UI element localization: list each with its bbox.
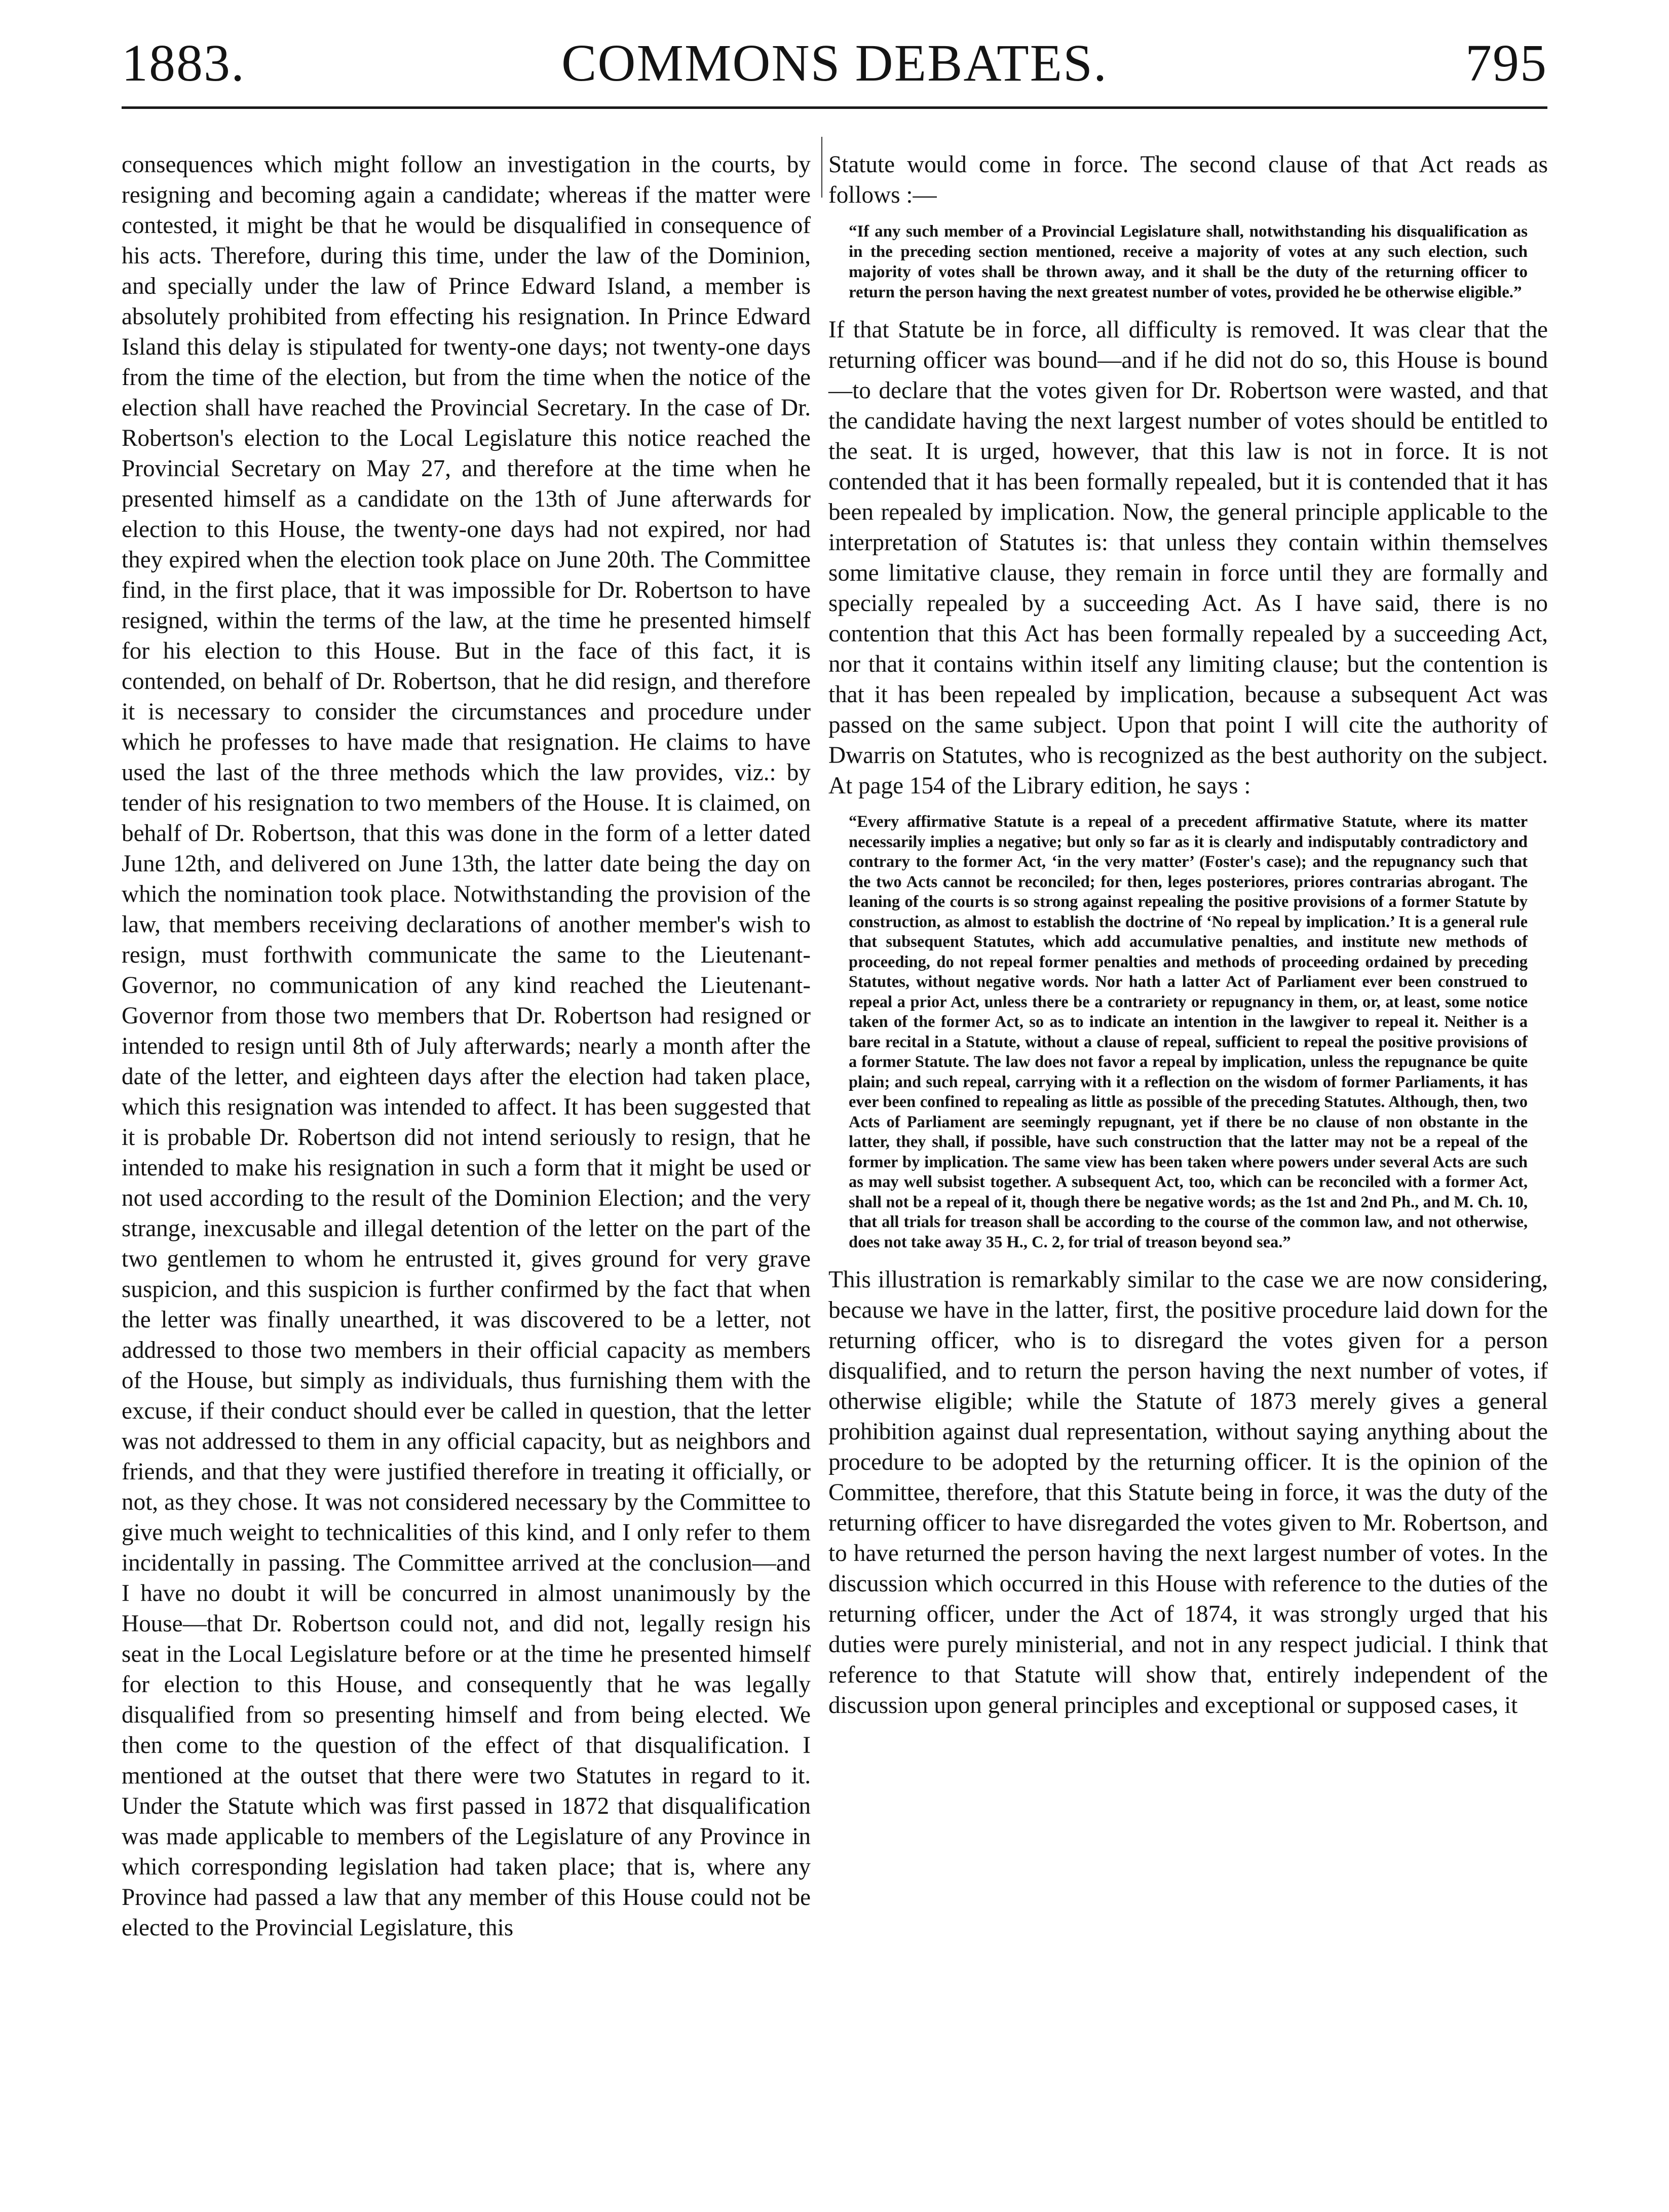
page-header [122,25,1547,109]
column-divider [821,137,822,198]
right-paragraph-2: If that Statute be in force, all difficulty is removed. It was clear that the returning officer was bound—and if he did not do so, this House is bound—to declare that the votes given for Dr. Robertson were wasted, and that the candidate having the next largest number of votes should be entitled to the seat. It is urged, however, that this law is not in force. It is not contended that it has been formally repealed, but it is contended that it has been repealed by implication. Now, the general principle applicable to the interpretation of Statutes is: that unless they contain within themselves some limitative clause, they remain in force until they are formally and specially repealed by a succeeding Act. As I have said, there is no contention that this Act has been formally repealed by a succeeding Act, nor that it contains within itself any limiting clause; but the contention is that it has been repealed by implication, because a subsequent Act was passed on the same subject. Upon that point I will cite the authority of Dwarris on Statutes, who is recognized as the best authority on the subject. At page 154 of the Library edition, he says : [828,317,1548,799]
left-column [122,149,811,1943]
right-paragraph-3: This illustration is remarkably similar to the case we are now considering, because we have in the latter, first, the positive procedure laid down for the returning officer, who is to disregard the votes given for a person disqualified, and to return the person having the next number of votes, if otherwise eligible; while the Statute of 1873 merely gives a general prohibition against dual representation, without saying anything about the procedure to be adopted by the returning officer. It is the opinion of the Committee, therefore, that this Statute being in force, it was the duty of the returning officer to have disregarded the votes given to Mr. Robertson, and to have returned the person having the next largest number of votes. In the discussion which occurred in this House with reference to the duties of the returning officer, under the Act of 1874, it was strongly urged that his duties were purely ministerial, and not in any respect judicial. I think that reference to that Statute will show that, entirely independent of the discussion upon general principles and exceptional or supposed cases, it [828,1267,1548,1719]
dwarris-quote: “Every affirmative Statute is a repeal of a precedent affirmative Statute, where its matter necessarily implies a negative; but only so far as it is clearly and indisputably contradictory and contrary to the former Act, ‘in the very matter’ (Foster's case); and the repugnancy such that the two Acts cannot be reconciled; for then, leges posteriores, priores contrarias abrogant. The leaning of the courts is so strong against repealing the positive provisions of a former Statute by construction, as almost to establish the doctrine of ‘No repeal by implication.’ It is a general rule that subsequent Statutes, which add accumulative penalties, and institute new methods of proceeding, do not repeal former penalties and methods of proceeding ordained by preceding Statutes, without negative words. Nor hath a latter Act of Parliament ever been construed to repeal a prior Act, unless there be a contrariety or repugnancy in them, or, at least, some notice taken of the former Act, so as to indicate an intention in the lawgiver to repeal it. Neither is a bare recital in a Statute, without a clause of repeal, sufficient to repeal the positive provisions of a former Statute. The law does not favor a repeal by implication, unless the repugnance be quite plain; and such repeal, carrying with it a reflection on the wisdom of former Parliaments, it has ever been confined to repealing as little as possible of the preceding Statutes. Although, then, two Acts of Parliament are seemingly repugnant, yet if there be no clause of non obstante in the latter, they shall, if possible, have such construction that the latter may not be a repeal of the former by implication. The same view has been taken where powers under several Acts are such as may well subsist together. A subsequent Act, too, which can be reconciled with a former Act, shall not be a repeal of it, though there be negative words; as the 1st and 2nd Ph., and M. Ch. 10, that all trials for treason shall be according to the course of the common law, and not otherwise, does not take away 35 H., C. 2, for trial of treason beyond sea.” [849,813,1528,1251]
header-page-number: 795 [1465,34,1547,92]
header-year: 1883. [122,34,245,92]
header-title: COMMONS DEBATES. [561,34,1108,92]
right-intro: Statute would come in force. The second clause of that Act reads as follows :— [828,151,1548,208]
left-paragraph: consequences which might follow an investigation in the courts, by resigning and becoming again a candidate; whereas if the matter were contested, it might be that he would be disqualified in consequence of his acts. Therefore, during this time, under the law of the Dominion, and specially under the law of Prince Edward Island, a member is absolutely prohibited from effecting his resignation. In Prince Edward Island this delay is stipulated for twenty-one days; not twenty-one days from the time of the election, but from the time when the notice of the election shall have reached the Provincial Secretary. In the case of Dr. Robertson's election to the Local Legislature this notice reached the Provincial Secretary on May 27, and therefore at the time when he presented himself as a candidate on the 13th of June afterwards for election to this House, the twenty-one days had not expired, nor had they expired when the election took place on June 20th. The Committee find, in the first place, that it was impossible for Dr. Robertson to have resigned, within the terms of the law, at the time he presented himself for his election to this House. But in the face of this fact, it is contended, on behalf of Dr. Robertson, that he did resign, and therefore it is necessary to consider the circumstances and procedure under which he professes to have made that resignation. He claims to have used the last of the three methods which the law provides, viz.: by tender of his resignation to two members of the House. It is claimed, on behalf of Dr. Robertson, that this was done in the form of a letter dated June 12th, and delivered on June 13th, the latter date being the day on which the nomination took place. Notwithstanding the provision of the law, that members receiving declarations of another member's wish to resign, must forthwith communicate the same to the Lieutenant-Governor, no communication of any kind reached the Lieutenant-Governor from those two members that Dr. Robertson had resigned or intended to resign until 8th of July afterwards; nearly a month after the date of the letter, and eighteen days after the election had taken place, which this resignation was intended to affect. It has been suggested that it is probable Dr. Robertson did not intend seriously to resign, that he intended to make his resignation in such a form that it might be used or not used according to the result of the Dominion Election; and the very strange, inexcusable and illegal detention of the letter on the part of the two gentlemen to whom he entrusted it, gives ground for very grave suspicion, and this suspicion is further confirmed by the fact that when the letter was finally unearthed, it was discovered to be a letter, not addressed to those two members in their official capacity as members of the House, but simply as individuals, thus furnishing them with the excuse, if their conduct should ever be called in question, that the letter was not addressed to them in any official capacity, but as neighbors and friends, and that they were justified therefore in treating it officially, or not, as they chose. It was not considered necessary by the Committee to give much weight to technicalities of this kind, and I only refer to them incidentally in passing. The Committee arrived at the conclusion—and I have no doubt it will be concurred in almost unanimously by the House—that Dr. Robertson could not, and did not, legally resign his seat in the Local Legislature before or at the time he presented himself for election to this House, and consequently that he was legally disqualified from so presenting himself and from being elected. We then come to the question of the effect of that disqualification. I mentioned at the outset that there were two Statutes in regard to it. Under the Statute which was first passed in 1872 that disqualification was made applicable to members of the Legislature of any Province in which corresponding legislation had taken place; that is, where any Province had passed a law that any member of this House could not be elected to the Provincial Legislature, this [122,151,811,1941]
statute-quote: “If any such member of a Provincial Legislature shall, notwithstanding his disqualification as in the preceding section mentioned, receive a majority of votes at any such election, such majority of votes shall be thrown away, and it shall be the duty of the returning officer to return the person having the next greatest number of votes, provided he be otherwise eligible.” [849,222,1528,301]
right-column [828,149,1548,1721]
